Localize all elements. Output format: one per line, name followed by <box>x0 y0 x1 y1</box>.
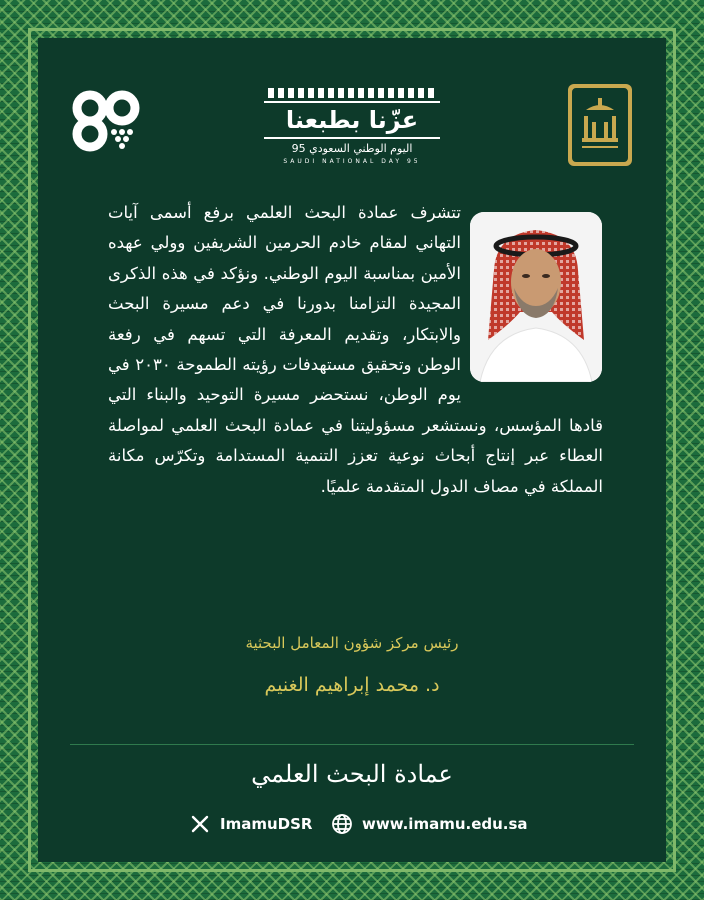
x-account[interactable] <box>188 812 312 836</box>
greeting-message-text: تتشرف عمادة البحث العلمي برفع أسمى آيات التهاني لمقام خادم الحرمين الشريفين وولي عهده الأمين بمناسبة اليوم الوطني. ونؤكد في هذه الذكرى المجيدة التزامنا بدورنا في دعم مسيرة البحث والابتكار، وتقديم المعرفة التي تسهم في رفعة الوطن وتحقيق مستهدفات رؤيته الطموحة ٢٠٣٠ في يوم الوطن، نستحضر مسيرة التوحيد والبناء التي قادها المؤسس، ونستشعر مسؤوليتنا في عمادة البحث العلمي لمواصلة العطاء عبر إنتاج أبحاث نوعية تعزز التنمية المستدامة وتكرّس مكانة المملكة في مصاف الدول المتقدمة علميًا. <box>108 203 603 496</box>
footer-divider <box>70 744 634 745</box>
signatory-name: د. محمد إبراهيم الغنيم <box>264 674 440 696</box>
greeting-card <box>38 38 666 862</box>
sadu-pattern <box>268 88 436 98</box>
globe-icon <box>330 812 354 836</box>
national-day-logo <box>264 88 440 180</box>
national-day-subtitle: اليوم الوطني السعودي 95 <box>291 142 413 155</box>
greeting-message <box>108 198 603 502</box>
x-handle[interactable]: ImamuDSR <box>220 815 313 833</box>
department-calligraphy: عمادة البحث العلمي <box>251 760 453 788</box>
signatory-title: رئيس مركز شؤون المعامل البحثية <box>245 634 459 652</box>
photo-spacer <box>461 198 603 410</box>
x-logo-icon <box>188 812 212 836</box>
website-url[interactable]: www.imamu.edu.sa <box>362 815 528 833</box>
university-emblem-icon <box>568 84 632 166</box>
national-day-slogan: عزّنا بطبعنا <box>264 101 440 139</box>
national-day-english: SAUDI NATIONAL DAY 95 <box>283 158 421 165</box>
website-link[interactable] <box>330 812 528 836</box>
dsr-logo-icon <box>70 86 150 158</box>
